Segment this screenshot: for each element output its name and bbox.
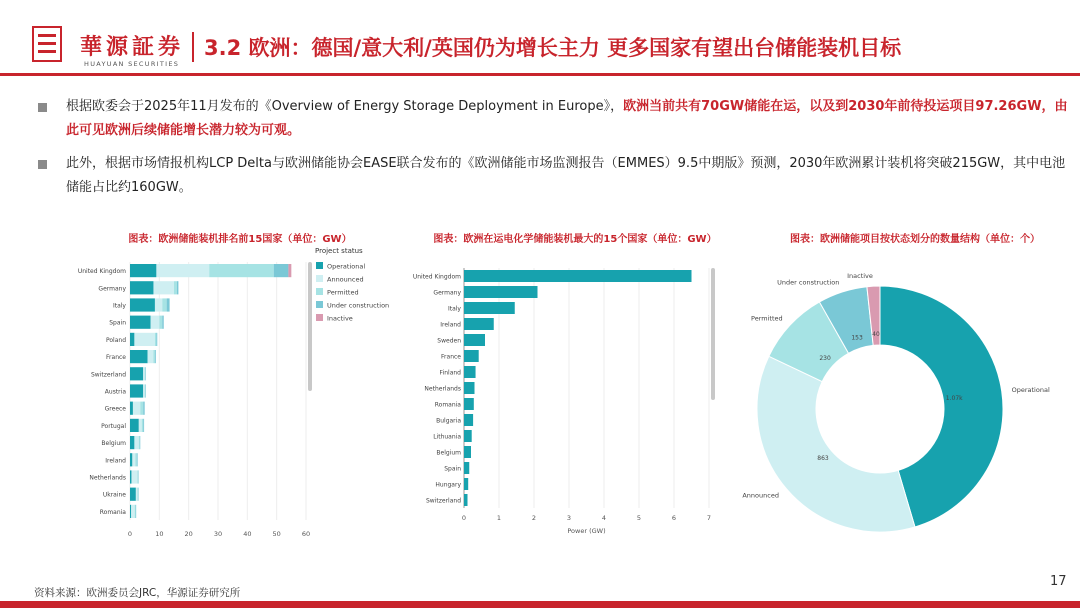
bar-segment [130, 281, 153, 294]
y-tick-label: Portugal [101, 422, 126, 430]
bar [464, 366, 476, 378]
bar-segment [130, 350, 148, 363]
bar-segment [143, 367, 144, 380]
bar-segment [130, 367, 143, 380]
bar-segment [139, 419, 142, 432]
bar-segment [137, 470, 138, 483]
bar-segment [143, 419, 144, 432]
bullet-2-text [66, 152, 1076, 200]
bar-segment [142, 419, 143, 432]
y-tick-label: Bulgaria [436, 417, 461, 425]
bar [464, 286, 538, 298]
slice-value-label: 40 [872, 331, 880, 339]
legend-title: Project status [315, 247, 363, 255]
bullet-square-icon [38, 103, 47, 112]
donut-chart [740, 258, 1075, 543]
bar-segment [145, 367, 146, 380]
x-tick-label: 0 [461, 514, 467, 522]
y-tick-label: France [106, 354, 126, 362]
bar-segment [130, 384, 143, 397]
x-axis-label: Power (GW) [567, 527, 606, 535]
bar-segment [137, 453, 138, 466]
legend-label: Announced [327, 275, 364, 284]
bar-segment [159, 316, 162, 329]
donut-slice [757, 356, 915, 532]
y-tick-label: Poland [105, 336, 126, 344]
bar-segment [155, 333, 156, 346]
brand-name: 華源証券 [80, 34, 185, 60]
bullet-1-text [66, 95, 1076, 143]
legend-label: Inactive [327, 314, 353, 323]
slice-category-label: Under construction [777, 278, 840, 287]
bar-segment [151, 316, 160, 329]
x-tick-label: 4 [601, 514, 607, 522]
bar-segment [134, 436, 138, 449]
bullet-2-plain: 此外，根据市场情报机构LCP Delta与欧洲储能协会EASE联合发布的《欧洲储能市场监测报告（EMMES）9.5中期版》预测，2030年欧洲累计装机将突破215GW，其中电池储能占比约160GW。 [66, 156, 1066, 195]
x-tick-label: 2 [531, 514, 537, 522]
bar-segment [148, 350, 154, 363]
x-tick-label: 7 [706, 514, 712, 522]
slice-value-label: 153 [851, 334, 863, 342]
chart-3-title: 图表：欧洲储能项目按状态划分的数量结构（单位：个） [790, 234, 1040, 245]
legend-swatch [316, 288, 323, 295]
legend-swatch [316, 262, 323, 269]
bar-segment [140, 436, 141, 449]
bar-segment [133, 402, 140, 415]
y-tick-label: United Kingdom [77, 268, 126, 276]
chart-1-title: 图表：欧洲储能装机排名前15国家（单位：GW） [128, 234, 352, 245]
bar-segment [132, 453, 135, 466]
bar-segment [167, 298, 170, 311]
bar-segment [155, 350, 156, 363]
slice-category-label: Inactive [847, 272, 873, 281]
bar-segment [209, 264, 274, 277]
bar-segment [162, 298, 166, 311]
y-tick-label: Greece [104, 405, 126, 413]
slice-category-label: Announced [742, 491, 779, 500]
chart-1-legend [315, 247, 389, 323]
y-tick-label: Ireland [105, 457, 126, 465]
x-tick-label: 5 [636, 514, 642, 522]
bar-segment [135, 453, 136, 466]
x-tick-label: 0 [127, 530, 133, 538]
bar [464, 430, 472, 442]
bar-segment [130, 298, 155, 311]
bar [464, 382, 475, 394]
bar [464, 478, 468, 490]
x-tick-label: 30 [213, 530, 223, 538]
legend-label: Under construction [327, 301, 390, 310]
bar [464, 414, 473, 426]
y-tick-label: France [441, 353, 461, 361]
bar [464, 446, 471, 458]
bar-segment [130, 419, 139, 432]
y-tick-label: Belgium [101, 440, 126, 448]
bar [464, 270, 692, 282]
y-tick-label: Switzerland [426, 497, 461, 505]
slice-value-label: 863 [817, 454, 829, 462]
bar-segment [177, 281, 178, 294]
y-tick-label: Spain [444, 465, 461, 473]
y-tick-label: Switzerland [91, 371, 126, 379]
bar-segment [139, 436, 140, 449]
legend-swatch [316, 301, 323, 308]
y-tick-label: United Kingdom [412, 273, 461, 281]
y-tick-label: Finland [439, 369, 461, 377]
y-tick-label: Austria [104, 388, 126, 396]
scrollbar [308, 262, 312, 391]
page-number: 17 [1050, 574, 1067, 589]
bar-segment [136, 505, 137, 518]
bar-segment [145, 384, 146, 397]
bar [464, 494, 468, 506]
legend-swatch [316, 275, 323, 282]
x-tick-label: 50 [272, 530, 281, 538]
bullet-square-icon [38, 160, 47, 169]
bar [464, 350, 479, 362]
bar-segment [130, 453, 132, 466]
bar-segment [145, 367, 146, 380]
bar-segment [145, 384, 146, 397]
bar-segment [153, 350, 154, 363]
bar-segment [143, 384, 144, 397]
bar [464, 302, 515, 314]
bar-segment [131, 505, 135, 518]
bar-segment [130, 333, 134, 346]
bar-segment [274, 264, 289, 277]
bar-segment [134, 333, 155, 346]
x-tick-label: 3 [566, 514, 572, 522]
y-tick-label: Netherlands [89, 474, 126, 482]
bar [464, 462, 469, 474]
legend-swatch [316, 314, 323, 321]
slice-value-label: 230 [819, 354, 831, 362]
brand-subtitle: HUAYUAN SECURITIES [84, 60, 180, 68]
y-tick-label: Netherlands [424, 385, 461, 393]
bar-segment [130, 470, 131, 483]
x-tick-label: 60 [301, 530, 311, 538]
bar-segment [156, 333, 157, 346]
y-tick-label: Hungary [435, 481, 461, 489]
legend-label: Permitted [327, 288, 359, 297]
bar [464, 334, 485, 346]
scrollbar [711, 268, 715, 400]
bar-segment [143, 402, 144, 415]
legend-label: Operational [327, 262, 366, 271]
x-tick-label: 40 [243, 530, 252, 538]
y-tick-label: Belgium [436, 449, 461, 457]
bar-segment [288, 264, 291, 277]
bar-segment [136, 488, 137, 501]
bar-segment [174, 281, 177, 294]
bar-segment [153, 281, 174, 294]
bar-segment [135, 505, 136, 518]
bullet-1-highlight: 欧洲当前共有70GW储能在运，以及到2030年前待投运项目97.26GW，由此可见欧洲后续储能增长潜力较为可观。 [66, 99, 1068, 138]
bar-segment [130, 264, 156, 277]
bar-segment [130, 488, 136, 501]
footer-rule [0, 601, 1080, 608]
horizontal-bar-chart [400, 258, 720, 548]
y-tick-label: Ukraine [102, 491, 126, 499]
y-tick-label: Spain [109, 319, 126, 327]
stacked-bar-chart [68, 247, 390, 548]
x-tick-label: 20 [184, 530, 193, 538]
bar-segment [155, 298, 162, 311]
bar-segment [156, 264, 209, 277]
bullet-2 [38, 152, 1066, 202]
slice-category-label: Permitted [751, 314, 783, 323]
y-tick-label: Ireland [440, 321, 461, 329]
slice-value-label: 1.07k [945, 395, 963, 403]
brand-logo-icon [32, 26, 62, 62]
header-rule [0, 73, 1080, 76]
slice-category-label: Operational [1011, 385, 1050, 394]
bar-segment [130, 436, 134, 449]
bullet-1-plain: 根据欧委会于2025年11月发布的《Overview of Energy Storage Deployment in Europe》， [66, 99, 624, 114]
bar [464, 318, 494, 330]
bar-segment [140, 402, 143, 415]
slide-title: 3.2 欧洲：德国/意大利/英国仍为增长主力 更多国家有望出台储能装机目标 [204, 36, 902, 60]
x-tick-label: 1 [496, 514, 502, 522]
y-tick-label: Germany [98, 285, 126, 293]
bar-segment [131, 470, 137, 483]
y-tick-label: Germany [433, 289, 461, 297]
chart-2-title: 图表：欧洲在运电化学储能装机最大的15个国家（单位：GW） [433, 234, 717, 245]
y-tick-label: Italy [447, 305, 461, 313]
x-tick-label: 10 [155, 530, 164, 538]
x-tick-label: 6 [671, 514, 677, 522]
bar-segment [138, 470, 139, 483]
bar-segment [130, 316, 151, 329]
bar-segment [130, 402, 133, 415]
title-separator [192, 32, 194, 62]
y-tick-label: Italy [112, 302, 126, 310]
y-tick-label: Romania [99, 508, 126, 516]
source-note: 资料来源：欧洲委员会JRC，华源证券研究所 [34, 587, 241, 599]
y-tick-label: Sweden [437, 337, 461, 345]
bullet-1 [38, 95, 1068, 145]
y-tick-label: Lithuania [433, 433, 461, 441]
bar [464, 398, 474, 410]
y-tick-label: Romania [434, 401, 461, 409]
bar-segment [137, 488, 138, 501]
bar-segment [138, 488, 139, 501]
bar-segment [162, 316, 163, 329]
bar-segment [130, 505, 131, 518]
